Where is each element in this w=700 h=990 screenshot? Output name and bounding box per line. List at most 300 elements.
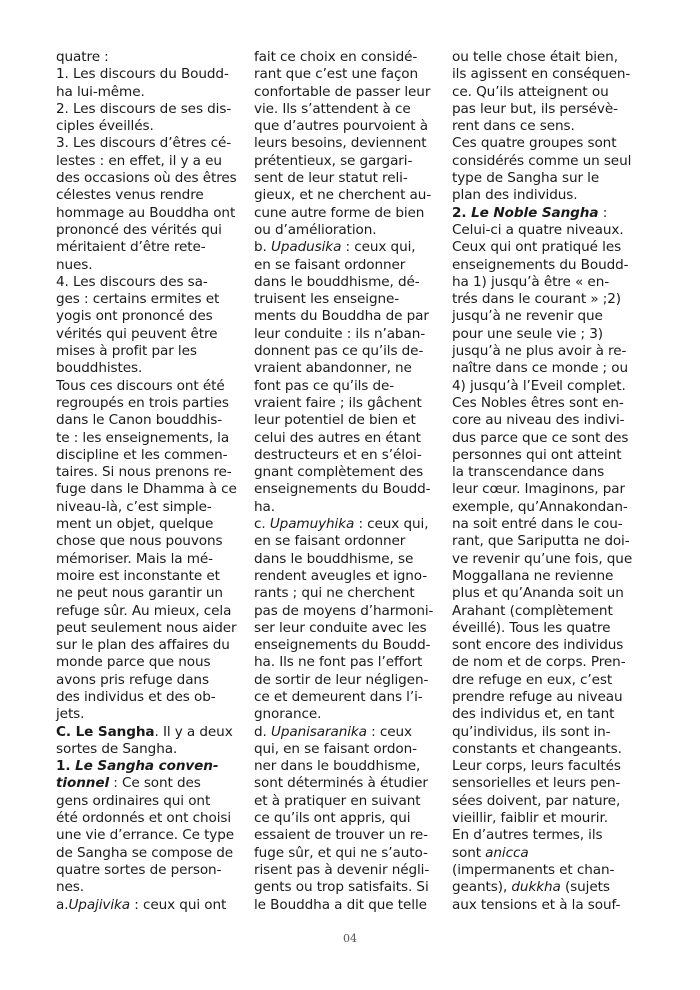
text-run: gens ordinaires qui ont <box>56 792 211 809</box>
text-line <box>452 758 648 775</box>
text-line <box>452 724 648 741</box>
text-run: pour une seule vie ; 3) <box>452 325 603 342</box>
emphasized-text: C. Le Sangha <box>56 723 155 740</box>
text-run: leurs besoins, deviennent <box>254 135 427 152</box>
text-line <box>452 689 648 706</box>
text-run: aux tensions et à la souf- <box>452 896 621 913</box>
text-line <box>254 810 450 827</box>
text-line <box>452 603 648 620</box>
text-run: refuge sûr. Au mieux, cela <box>56 602 232 619</box>
text-line <box>254 84 450 101</box>
text-run: a. <box>56 896 69 913</box>
text-run: rants ; qui ne cherchent <box>254 585 415 602</box>
text-run: de sortir de leur négligen- <box>254 671 429 688</box>
text-line <box>452 84 648 101</box>
text-run: monde parce que nous <box>56 654 211 671</box>
text-run: leur cœur. Imaginons, par <box>452 481 625 498</box>
text-line <box>452 568 648 585</box>
text-run: geants), <box>452 879 512 896</box>
text-run: Ces quatre groupes sont <box>452 135 617 152</box>
emphasized-text: anicca <box>485 844 529 861</box>
text-line <box>56 568 252 585</box>
text-run: ment un objet, quelque <box>56 516 214 533</box>
text-run: éveillé). Tous les quatre <box>452 619 611 636</box>
text-line <box>254 620 450 637</box>
text-line <box>452 810 648 827</box>
text-run: gieux, et ne cherchent au- <box>254 187 432 204</box>
text-line <box>452 620 648 637</box>
text-line <box>254 360 450 377</box>
text-run: ciples éveillés. <box>56 118 154 135</box>
text-line <box>452 551 648 568</box>
text-line <box>254 879 450 896</box>
text-run: . Il y a deux <box>154 723 233 740</box>
text-run: vraient faire ; ils gâchent <box>254 394 422 411</box>
text-run: enseignements du Boudd- <box>254 481 431 498</box>
text-line <box>56 378 252 395</box>
text-run: en se faisant ordonner <box>254 256 406 273</box>
text-line <box>254 862 450 879</box>
text-line <box>56 84 252 101</box>
text-run: type de Sangha sur le <box>452 170 600 187</box>
text-run: Ceux qui ont pratiqué les <box>452 239 622 256</box>
text-run: sur le plan des affaires du <box>56 637 230 654</box>
text-line <box>254 153 450 170</box>
text-run: des individus et des ob- <box>56 688 216 705</box>
text-line <box>56 274 252 291</box>
text-line <box>254 758 450 775</box>
text-run: constants et changeants. <box>452 740 622 757</box>
text-run: gnorance. <box>254 706 322 723</box>
text-line <box>254 135 450 152</box>
text-line <box>254 897 450 914</box>
text-run: été ordonnés et ont choisi <box>56 810 232 827</box>
text-run: dus parce que ce sont des <box>452 429 629 446</box>
text-run: essaient de trouver un re- <box>254 827 428 844</box>
emphasized-text: tionnel <box>56 775 110 792</box>
text-run: vérités qui peuvent être <box>56 325 218 342</box>
text-line <box>452 672 648 689</box>
text-line <box>254 447 450 464</box>
text-run: : ceux <box>366 723 412 740</box>
text-run: sent de leur statut reli- <box>254 170 408 187</box>
text-line <box>254 205 450 222</box>
text-line <box>254 430 450 447</box>
text-run: plan des individus. <box>452 187 578 204</box>
text-line <box>254 274 450 291</box>
text-line <box>56 827 252 844</box>
text-run: que d’autres pourvoient à <box>254 118 428 135</box>
text-run: ve revenir qu’une fois, que <box>452 550 633 567</box>
text-run: rant, que Sariputta ne doi- <box>452 533 630 550</box>
text-line <box>254 706 450 723</box>
text-line <box>56 603 252 620</box>
text-line <box>56 845 252 862</box>
text-line <box>452 845 648 862</box>
text-run: Arahant (complètement <box>452 602 613 619</box>
text-line <box>56 257 252 274</box>
text-run: vieillir, faiblir et mourir. <box>452 810 608 827</box>
text-line <box>254 464 450 481</box>
text-run: c. <box>254 516 270 533</box>
emphasized-text: Upanisaranika <box>270 723 367 740</box>
text-line <box>254 672 450 689</box>
text-run: rent dans ce sens. <box>452 118 575 135</box>
text-line <box>452 464 648 481</box>
text-run: vie. Ils s’attendent à ce <box>254 100 411 117</box>
text-line <box>452 499 648 516</box>
text-line <box>56 706 252 723</box>
text-line <box>254 343 450 360</box>
text-line <box>254 101 450 118</box>
text-line <box>254 481 450 498</box>
text-run: naître dans ce monde ; ou <box>452 360 628 377</box>
emphasized-text: 2. <box>452 204 472 221</box>
text-run: ges : certains ermites et <box>56 291 220 308</box>
text-run: na soit entré dans le cou- <box>452 516 623 533</box>
text-run: des occasions où des êtres <box>56 170 237 187</box>
text-line <box>452 153 648 170</box>
text-line <box>452 135 648 152</box>
text-run: ce et demeurent dans l’i- <box>254 688 423 705</box>
text-line <box>254 551 450 568</box>
text-line <box>452 187 648 204</box>
text-run: moire est inconstante et <box>56 567 220 584</box>
text-line <box>254 378 450 395</box>
text-line <box>452 827 648 844</box>
text-line <box>452 706 648 723</box>
text-line <box>56 464 252 481</box>
text-run: core au niveau des indivi- <box>452 412 625 429</box>
text-run: prétentieux, se gargari- <box>254 152 413 169</box>
text-run: ments du Bouddha de par <box>254 308 429 325</box>
text-run: Leur corps, leurs facultés <box>452 758 621 775</box>
text-line <box>452 533 648 550</box>
text-run: regroupés en trois parties <box>56 394 229 411</box>
text-line <box>56 239 252 256</box>
text-run: (sujets <box>560 879 610 896</box>
text-line <box>56 585 252 602</box>
text-line <box>254 637 450 654</box>
emphasized-text: Le Sangha conven- <box>75 758 219 775</box>
text-run: nes. <box>56 879 84 896</box>
text-run: jusqu’à ne revenir que <box>452 308 603 325</box>
text-run: ha. Ils ne font pas l’effort <box>254 654 423 671</box>
text-line <box>56 879 252 896</box>
text-run: enseignements du Boudd- <box>254 637 431 654</box>
text-run: ha lui-même. <box>56 83 145 100</box>
text-run: qu’individus, ils sont in- <box>452 723 611 740</box>
text-line <box>254 516 450 533</box>
text-column-2 <box>254 49 450 914</box>
text-run: : <box>598 204 608 221</box>
text-line <box>56 810 252 827</box>
text-line <box>254 187 450 204</box>
text-run: une vie d’errance. Ce type <box>56 827 235 844</box>
text-line <box>452 257 648 274</box>
text-run: jets. <box>56 706 85 723</box>
text-run: le Bouddha a dit que telle <box>254 896 427 913</box>
text-run: En d’autres termes, ils <box>452 827 603 844</box>
text-line <box>254 724 450 741</box>
text-line <box>56 758 252 775</box>
text-run: nues. <box>56 256 93 273</box>
text-line <box>452 585 648 602</box>
text-run: gents ou trop satisfaits. Si <box>254 879 429 896</box>
text-run: truisent les enseigne- <box>254 291 400 308</box>
text-run: jusqu’à ne plus avoir à re- <box>452 343 627 360</box>
text-line <box>452 862 648 879</box>
text-line <box>56 551 252 568</box>
text-run: 4) jusqu’à l’Eveil complet. <box>452 377 626 394</box>
text-line <box>452 412 648 429</box>
text-run: exemple, qu’Annakondan- <box>452 498 628 515</box>
text-line <box>452 654 648 671</box>
text-run: fuge dans le Dhamma à ce <box>56 481 237 498</box>
text-line <box>452 879 648 896</box>
text-run: yogis ont prononcé des <box>56 308 213 325</box>
emphasized-text: dukkha <box>511 879 561 896</box>
text-line <box>452 775 648 792</box>
text-line <box>452 378 648 395</box>
text-line <box>452 274 648 291</box>
text-line <box>452 793 648 810</box>
text-line <box>56 49 252 66</box>
text-line <box>452 170 648 187</box>
text-run: ne peut nous garantir un <box>56 585 223 602</box>
text-line <box>56 516 252 533</box>
text-line <box>254 49 450 66</box>
text-line <box>56 205 252 222</box>
emphasized-text: Upadusika <box>270 239 342 256</box>
text-line <box>452 360 648 377</box>
text-run: rant que c’est une façon <box>254 66 419 83</box>
text-run: sées doivent, par nature, <box>452 792 621 809</box>
text-run: confortable de passer leur <box>254 83 431 100</box>
text-line <box>452 101 648 118</box>
text-run: Tous ces discours ont été <box>56 377 225 394</box>
text-line <box>254 845 450 862</box>
text-run: sont <box>452 844 486 861</box>
text-line <box>56 430 252 447</box>
text-run: méritaient d’être rete- <box>56 239 206 256</box>
text-line <box>56 499 252 516</box>
text-run: Celui-ci a quatre niveaux. <box>452 221 624 238</box>
text-line <box>452 343 648 360</box>
text-line <box>452 222 648 239</box>
text-line <box>452 897 648 914</box>
text-run: leur conduite : ils n’aban- <box>254 325 426 342</box>
emphasized-text: Le Noble Sangha <box>471 204 599 221</box>
text-line <box>56 689 252 706</box>
text-line <box>452 291 648 308</box>
text-run: : ceux qui, <box>341 239 416 256</box>
text-run: des individus et, en tant <box>452 706 615 723</box>
text-line <box>452 66 648 83</box>
text-run: hommage au Bouddha ont <box>56 204 236 221</box>
text-line <box>452 637 648 654</box>
text-run: celui des autres en étant <box>254 429 421 446</box>
text-run: personnes qui ont atteint <box>452 446 622 463</box>
text-line <box>254 239 450 256</box>
text-run: Moggallana ne revienne <box>452 567 614 584</box>
text-run: célestes venus rendre <box>56 187 204 204</box>
text-line <box>56 135 252 152</box>
text-run: d. <box>254 723 271 740</box>
text-run: qui, en se faisant ordon- <box>254 740 417 757</box>
text-run: la transcendance dans <box>452 464 605 481</box>
text-run: pas de moyens d’harmoni- <box>254 602 434 619</box>
text-run: sont encore des individus <box>452 637 624 654</box>
text-run: considérés comme un seul <box>452 152 632 169</box>
text-run: dans le bouddhisme, dé- <box>254 273 420 290</box>
text-line <box>254 533 450 550</box>
text-line <box>254 793 450 810</box>
text-line <box>56 654 252 671</box>
text-run: sont déterminés à étudier <box>254 775 428 792</box>
text-run: sortes de Sangha. <box>56 740 178 757</box>
text-line <box>56 741 252 758</box>
text-run: : Ce sont des <box>109 775 201 792</box>
text-run: et à pratiquer en suivant <box>254 792 421 809</box>
text-line <box>56 481 252 498</box>
text-run: enseignements du Boudd- <box>452 256 629 273</box>
text-run: cune autre forme de bien <box>254 204 425 221</box>
text-line <box>254 291 450 308</box>
text-run: ha. <box>254 498 275 515</box>
text-line <box>56 326 252 343</box>
text-line <box>56 153 252 170</box>
text-line <box>56 620 252 637</box>
text-run: peut seulement nous aider <box>56 619 237 636</box>
text-line <box>452 118 648 135</box>
text-run: te : les enseignements, la <box>56 429 230 446</box>
text-line <box>254 118 450 135</box>
text-run: b. <box>254 239 271 256</box>
text-line <box>56 412 252 429</box>
text-line <box>254 775 450 792</box>
text-line <box>254 66 450 83</box>
text-line <box>56 775 252 792</box>
text-run: dans le Canon bouddhis- <box>56 412 223 429</box>
text-run: leur potentiel de bien et <box>254 412 416 429</box>
text-line <box>254 222 450 239</box>
text-run: pas leur but, ils persévè- <box>452 100 618 117</box>
text-line <box>452 308 648 325</box>
text-line <box>56 66 252 83</box>
text-run: ou telle chose était bien, <box>452 49 618 65</box>
text-run: en se faisant ordonner <box>254 533 406 550</box>
text-line <box>56 222 252 239</box>
text-run: taires. Si nous prenons re- <box>56 464 232 481</box>
text-run: prononcé des vérités qui <box>56 221 222 238</box>
text-line <box>452 430 648 447</box>
text-line <box>254 326 450 343</box>
text-line <box>56 897 252 914</box>
text-run: trés dans le courant » ;2) <box>452 291 621 308</box>
text-run: font pas ce qu’ils de- <box>254 377 395 394</box>
text-run: discipline et les commen- <box>56 446 228 463</box>
text-run: niveau-là, c’est simple- <box>56 498 212 515</box>
text-run: dre refuge en eux, c’est <box>452 671 613 688</box>
text-line <box>254 257 450 274</box>
text-line <box>254 585 450 602</box>
text-run: quatre : <box>56 49 109 65</box>
text-run: fait ce choix en considé- <box>254 49 418 65</box>
text-line <box>254 689 450 706</box>
text-line <box>56 308 252 325</box>
text-run: 4. Les discours des sa- <box>56 273 208 290</box>
text-run: destructeurs et en s’éloi- <box>254 446 422 463</box>
text-line <box>254 741 450 758</box>
text-run: lestes : en effet, il y a eu <box>56 152 222 169</box>
text-column-3 <box>452 49 648 914</box>
text-run: chose que nous pouvons <box>56 533 223 550</box>
text-line <box>56 533 252 550</box>
text-line <box>254 395 450 412</box>
text-run: gnant complètement des <box>254 464 424 481</box>
text-line <box>452 481 648 498</box>
text-line <box>452 447 648 464</box>
text-line <box>56 793 252 810</box>
text-column-1 <box>56 49 252 914</box>
text-run: avons pris refuge dans <box>56 671 209 688</box>
text-line <box>254 568 450 585</box>
text-run: (impermanents et chan- <box>452 861 615 878</box>
text-run: quatre sortes de person- <box>56 861 222 878</box>
text-run: 3. Les discours d’êtres cé- <box>56 135 232 152</box>
emphasized-text: Upajivika <box>68 896 131 913</box>
text-run: bouddhistes. <box>56 360 143 377</box>
text-run: de Sangha se compose de <box>56 844 233 861</box>
text-line <box>452 49 648 66</box>
text-line <box>452 741 648 758</box>
text-run: Ces Nobles êtres sont en- <box>452 394 624 411</box>
text-run: mémoriser. Mais la mé- <box>56 550 213 567</box>
text-line <box>452 326 648 343</box>
text-line <box>56 291 252 308</box>
text-line <box>254 654 450 671</box>
text-line <box>56 101 252 118</box>
text-run: ce. Qu’ils atteignent ou <box>452 83 609 100</box>
text-run: prendre refuge au niveau <box>452 688 623 705</box>
text-line <box>56 187 252 204</box>
text-run: : ceux qui ont <box>130 896 227 913</box>
text-run: mises à profit par les <box>56 343 197 360</box>
text-line <box>254 412 450 429</box>
text-run: 1. Les discours du Boudd- <box>56 66 229 83</box>
text-line <box>452 395 648 412</box>
text-line <box>56 447 252 464</box>
page-number: 04 <box>343 932 357 945</box>
text-run: fuge sûr, et qui ne s’auto- <box>254 844 428 861</box>
text-line <box>56 170 252 187</box>
text-run: ser leur conduite avec les <box>254 619 427 636</box>
text-line <box>452 205 648 222</box>
text-run: rendent aveugles et igno- <box>254 567 428 584</box>
text-run: de nom et de corps. Pren- <box>452 654 626 671</box>
text-run: : ceux qui, <box>354 516 429 533</box>
emphasized-text: Upamuyhika <box>269 516 355 533</box>
text-line <box>56 672 252 689</box>
text-line <box>254 170 450 187</box>
text-line <box>56 118 252 135</box>
text-run: ce qu’ils ont appris, qui <box>254 810 411 827</box>
emphasized-text: 1. <box>56 758 76 775</box>
text-run: 2. Les discours de ses dis- <box>56 100 232 117</box>
text-run: ner dans le bouddhisme, <box>254 758 421 775</box>
text-line <box>56 637 252 654</box>
